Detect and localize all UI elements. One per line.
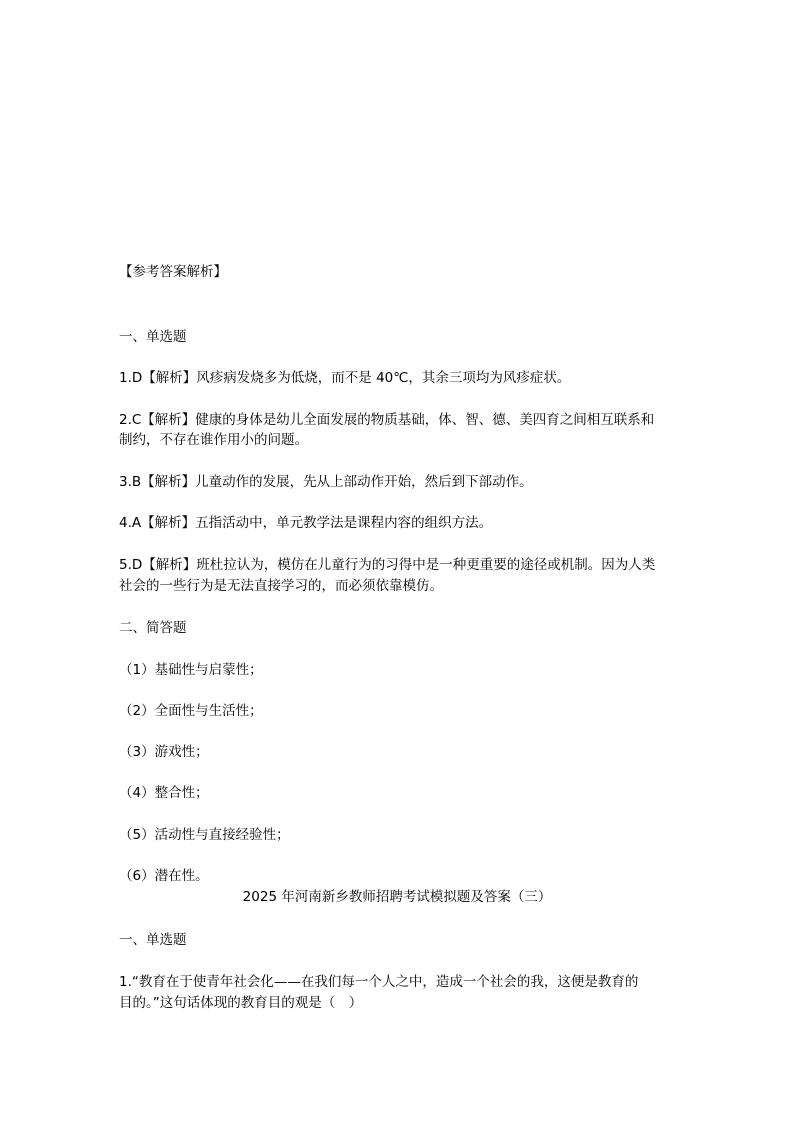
answer-5-line-1: 5.D【解析】班杜拉认为，模仿在儿童行为的习得中是一种更重要的途径或机制。因为人类	[119, 557, 656, 573]
short-answer-3: （3）游戏性；	[119, 744, 209, 760]
answer-2-line-2: 制约，不存在谁作用小的问题。	[119, 432, 308, 448]
question-1-line-2: 目的。”这句话体现的教育目的观是（ ）	[119, 995, 363, 1011]
short-answer-5: （5）活动性与直接经验性；	[119, 827, 290, 843]
answer-header: 【参考答案解析】	[119, 264, 227, 280]
section-title-single-choice: 一、单选题	[119, 329, 187, 345]
exam-title: 2025 年河南新乡教师招聘考试模拟题及答案（三）	[242, 889, 552, 905]
answer-1: 1.D【解析】风疹病发烧多为低烧，而不是 40℃，其余三项均为风疹症状。	[119, 370, 571, 386]
short-answer-6: （6）潜在性。	[119, 868, 209, 884]
answer-5-line-2: 社会的一些行为是无法直接学习的，而必须依靠模仿。	[119, 578, 443, 594]
short-answer-2: （2）全面性与生活性；	[119, 703, 263, 719]
answer-3: 3.B【解析】儿童动作的发展，先从上部动作开始，然后到下部动作。	[119, 474, 533, 490]
short-answer-4: （4）整合性；	[119, 785, 209, 801]
section-title-short-answer: 二、简答题	[119, 620, 187, 636]
answer-4: 4.A【解析】五指活动中，单元教学法是课程内容的组织方法。	[119, 515, 493, 531]
short-answer-1: （1）基础性与启蒙性；	[119, 662, 263, 678]
answer-2-line-1: 2.C【解析】健康的身体是幼儿全面发展的物质基础，体、智、德、美四育之间相互联系和	[119, 412, 655, 428]
section-title-single-choice-2: 一、单选题	[119, 932, 187, 948]
question-1-line-1: 1.“教育在于使青年社会化——在我们每一个人之中，造成一个社会的我，这便是教育的	[119, 974, 639, 990]
